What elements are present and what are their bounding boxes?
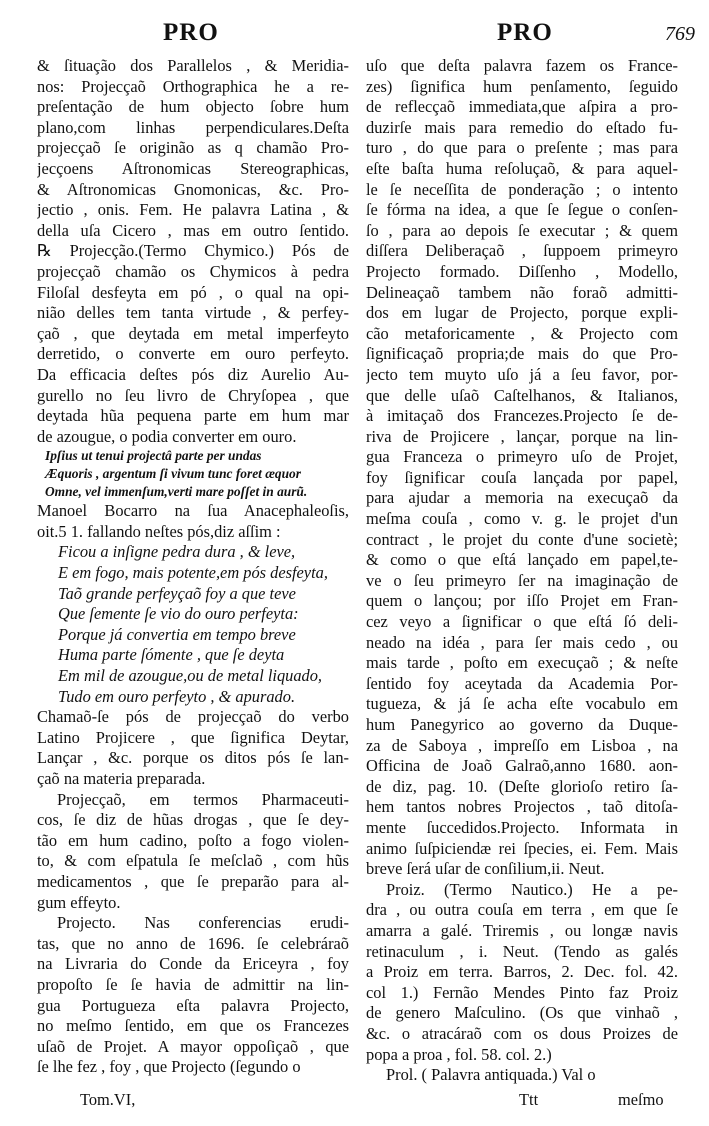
text-line: foy ſignificar couſa lançada por papel, [366, 467, 678, 487]
text-line: jecto tem muyto uſo já a ſeu favor, por- [366, 364, 678, 384]
text-line: Projecto. Nas conferencias erudi- [57, 913, 349, 933]
running-head-left: PRO [163, 19, 219, 46]
text-line: projecçaõ ſe originão as q chamão Pro- [37, 138, 349, 158]
text-line: Em mil de azougue,ou de metal liquado, [58, 666, 323, 686]
text-line: riva de Projicere , lançar, porque na lin- [366, 426, 678, 446]
text-line: Delineaçaõ tambem não foraõ admitti- [366, 282, 678, 302]
text-line: gurello no ſeu livro de Chryſopea , que [37, 385, 349, 405]
text-line: diſſera Deliberaçaõ , ſuppoem primeyro [366, 241, 678, 261]
text-line: Filoſal desfeyta em pó , o qual na opi- [37, 282, 349, 302]
right-column [366, 56, 678, 1086]
text-line: dra , ou outra couſa em terra , em que ſe [366, 900, 678, 920]
running-head-right: PRO [497, 19, 553, 46]
text-line: Æquoris , argentum ſi vivum tunc foret æquor [45, 466, 301, 482]
text-line: de diz, pag. 10. (Deſte glorioſo retiro ſa- [366, 776, 678, 796]
text-line: cez veyo a ſignificar o que eſtá ſó deli- [366, 612, 678, 632]
text-line: Porque já convertia em tempo breve [58, 624, 296, 644]
text-line: & Aſtronomicas Gnomonicas, &c. Pro- [37, 179, 349, 199]
gathering-signature: Ttt [519, 1090, 539, 1109]
text-line: mais tarde , poſto em execuçaõ ; & neſte [366, 653, 678, 673]
text-line: amarra a galé. Triremis , ou longæ navis [366, 920, 678, 940]
text-line: cos, ſe diz de hũas drogas , que ſe dey- [37, 810, 349, 830]
left-column [37, 56, 349, 1078]
text-line: Manoel Bocarro na ſua Anacephaleoſis, [37, 501, 349, 521]
text-line: ſo , para ao depois ſe executar ; & quem [366, 220, 678, 240]
text-line: breve ſerá uſar de conſilium,ii. Neut. [366, 859, 605, 879]
entry-prol [366, 1065, 678, 1086]
text-line: duzirſe mais para remedio do eſtado fu- [366, 117, 678, 137]
text-line: deytada hũa pequena parte em hum mar [37, 406, 349, 426]
text-line: gum effeyto. [37, 892, 121, 912]
text-line: della uſa Cicero , mas em outro ſentido. [37, 220, 349, 240]
text-line: a Proiz em terra. Barros, 2. Dec. fol. 42. [366, 962, 678, 982]
text-line: nos: Projecçaõ Orthographica he a re- [37, 76, 349, 96]
text-line: ſentido foy aceytada da Academia Por- [366, 673, 678, 693]
text-line: Proiz. (Termo Nautico.) He a pe- [386, 879, 678, 899]
text-line: to, & com eſpatula ſe meſclaõ , com hũs [37, 851, 349, 871]
text-line: jectio , onis. Fem. He palavra Latina , & [37, 200, 349, 220]
text-line: col 1.) Fernão Mendes Pinto faz Proiz [366, 982, 678, 1002]
text-line: nião delles tem tanta virtude , & perfey- [37, 303, 349, 323]
text-line: uſo que deſta palavra fazem os France- [366, 56, 678, 75]
text-line: de azougue, o podia converter em ouro. [37, 426, 297, 446]
text-line: derretido, o converte em ouro perfeyto. [37, 344, 349, 364]
text-line: Da efficacia deſtes pós diz Aurelio Au- [37, 364, 349, 384]
text-line: uſaõ de Projet. A mayor oppoſiçaõ , que [37, 1036, 349, 1056]
text-line: Ipſius ut tenui projectâ parte per undas [45, 448, 262, 464]
text-line: E em fogo, mais potente,em pós desfeyta, [58, 563, 328, 583]
entry-projecto [37, 913, 349, 1078]
text-line: projecçaõ chamão os Chymicos à pedra [37, 261, 349, 281]
text-line: tão em hum cadino, poſto a fogo violen- [37, 830, 349, 850]
text-line: Prol. ( Palavra antiquada.) Val o [386, 1065, 596, 1085]
text-line: meſma couſa , como v. g. le projet d'un [366, 509, 678, 529]
text-line: tas, que no anno de 1696. ſe celebráraõ [37, 933, 349, 953]
entry-projecto-continued [366, 56, 678, 880]
text-line: Ficou a inſigne pedra dura , & leve, [58, 542, 296, 562]
text-line: para ajudar a memoria na execuçaõ da [366, 488, 678, 508]
text-line: neado na idéa , para ſer mais cedo , ou [366, 632, 678, 652]
text-line: Projecçaõ, em termos Pharmaceuti- [57, 789, 349, 809]
text-line: ſignificaçaõ propria;de mais do que Pro- [366, 344, 678, 364]
text-line: oit.5 1. fallando neſtes pós,diz aſſim : [37, 521, 281, 541]
text-line: ſe fórma na idea, a que ſe ſegue o conſen- [366, 200, 678, 220]
signature-mark: Tom.VI, [80, 1090, 136, 1109]
text-line: &c. o atracáraõ com os dous Proizes de [366, 1023, 678, 1043]
text-line: na Livraria do Conde da Ericeyra , foy [37, 954, 349, 974]
text-line: plano,com linhas perpendiculares.Deſta [37, 117, 349, 137]
catchword: meſmo [618, 1090, 664, 1109]
text-line: eſte baſta huma reſoluçaõ, & para aquel- [366, 158, 678, 178]
text-line: que delle uſaõ Caſtelhanos, & Italianos, [366, 385, 678, 405]
text-line: no meſmo ſentido, em que os Francezes [37, 1016, 349, 1036]
text-line: de genero Maſculino. (Os que vinhaõ , [366, 1003, 678, 1023]
text-line: Officina de Joaõ Galraõ,anno 1680. aon- [366, 756, 678, 776]
text-line: preſentação de hum objecto ſobre hum [37, 97, 349, 117]
text-line: gua Franceza o primeyro uſo de Projet, [366, 447, 678, 467]
text-line: Lançar , &c. porque os ditos pós ſe lan- [37, 748, 349, 768]
text-line: Latino Projicere , que ſignifica Deytar, [37, 727, 349, 747]
etymology-paragraph [37, 707, 349, 789]
text-line: hum Panegyrico ao governo da Duque- [366, 715, 678, 734]
text-line: & ſituação dos Parallelos , & Meridia- [37, 56, 349, 75]
text-line: dos em lugar de Projecto, porque expli- [366, 303, 678, 323]
text-line: popa a proa , fol. 58. col. 2.) [366, 1044, 552, 1064]
text-line: & como o que eſtá lançado em papel,te- [366, 550, 678, 570]
verse-quote [37, 542, 349, 707]
text-line: ſe lhe fez , foy , que Projecto (ſegundo o [37, 1057, 301, 1077]
text-line: Huma parte ſómente , que ſe deyta [58, 645, 285, 665]
entry-pharmaceutical [37, 790, 349, 914]
text-line: propoſto ſe ſe havia de admittir na lin- [37, 974, 349, 994]
text-line: Chamaõ-ſe pós de projecçaõ do verbo [37, 707, 349, 727]
text-line: animo ſuſpiciendæ rei ſpecies, ei. Fem. Mais [366, 838, 678, 858]
text-line: Projecto formado. Diſſenho , Modello, [366, 261, 678, 281]
text-line: zes) ſignifica hum penſamento, ſeguido [366, 76, 678, 96]
text-line: retinaculum , i. Neut. (Tendo as galés [366, 941, 678, 961]
text-line: ℞ Projecção.(Termo Chymico.) Pós de [37, 241, 349, 261]
latin-quote [37, 447, 349, 501]
entry-projeccao [37, 56, 349, 447]
text-line: tugueza, & já ſe acha eſte vocabulo em [366, 694, 678, 714]
text-line: hem tantos nobres Projectos , taõ ditoſa- [366, 797, 678, 817]
text-line: le ſe neceſſita de ponderação ; o intento [366, 179, 678, 199]
text-line: medicamentos , que ſe preparão para al- [37, 871, 349, 891]
text-line: turo , do que para o preſente ; mas para [366, 138, 678, 158]
text-line: contract , le projet du conte d'une societè; [366, 529, 678, 549]
text-line: Que ſemente ſe vio do ouro perfeyta: [58, 604, 299, 624]
text-line: mente ſuccedidos.Projecto. Informata in [366, 817, 678, 837]
text-line: Omne, vel immenſum,verti mare poſſet in aurũ. [45, 484, 308, 500]
text-line: çaõ , que deytada em metal imperfeyto [37, 323, 349, 343]
text-line: Taõ grande perfeyçaõ foy a que teve [58, 583, 296, 603]
text-line: gua Portugueza eſta palavra Projecto, [37, 995, 349, 1015]
text-line: çaõ na materia preparada. [37, 769, 206, 788]
text-line: de reflecçaõ immediata,que aſpira a pro- [366, 97, 678, 117]
text-line: za de Saboya , impreſſo em Lisboa , na [366, 735, 678, 755]
text-line: à imitaçaõ dos Francezes.Projecto ſe de- [366, 406, 678, 426]
text-line: Tudo em ouro perfeyto , & apurado. [58, 686, 296, 706]
citation-bocarro [37, 501, 349, 542]
text-line: cão metaforicamente , & Projecto com [366, 323, 678, 343]
page-number: 769 [665, 23, 695, 45]
text-line: quem o lançou; por iſſo Projet em Fran- [366, 591, 678, 611]
text-line: ve o ſeu primeyro ſer na imaginação de [366, 570, 678, 590]
text-line: jecçoens Aſtronomicas Stereographicas, [37, 158, 349, 178]
entry-proiz [366, 880, 678, 1065]
